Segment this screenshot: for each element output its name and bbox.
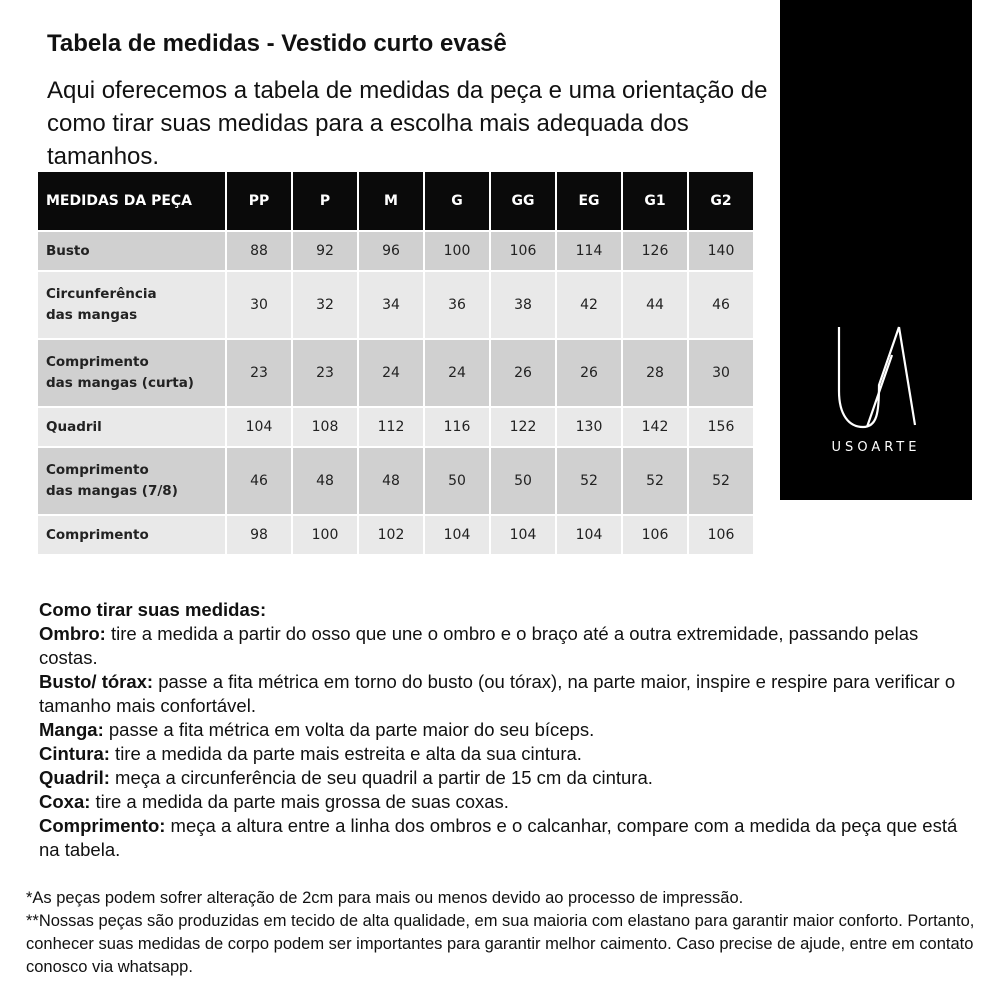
size-header: M [359, 172, 423, 230]
table-header-row [38, 172, 753, 230]
row-label [38, 516, 225, 554]
guide-item [39, 790, 969, 814]
row-label-line: Comprimento [46, 526, 149, 543]
table-cell: 96 [359, 232, 423, 270]
size-header: GG [491, 172, 555, 230]
footnote: *As peças podem sofrer alteração de 2cm para mais ou menos devido ao processo de impressão. [26, 889, 744, 907]
usoarte-logo-icon [835, 325, 917, 431]
row-label [38, 340, 225, 406]
table-cell: 46 [689, 272, 753, 338]
footnotes [26, 887, 976, 979]
row-label-line: Circunferência [46, 286, 157, 302]
table-cell: 52 [689, 448, 753, 514]
table-cell: 100 [293, 516, 357, 554]
size-header: PP [227, 172, 291, 230]
guide-item [39, 622, 969, 670]
table-cell: 24 [359, 340, 423, 406]
size-header: P [293, 172, 357, 230]
table-cell: 44 [623, 272, 687, 338]
table-cell: 104 [227, 408, 291, 446]
guide-term: Ombro: [39, 623, 106, 644]
table-cell: 142 [623, 408, 687, 446]
row-label-line: Quadril [46, 418, 102, 435]
guide-term: Manga: [39, 719, 104, 740]
table-cell: 50 [425, 448, 489, 514]
table-cell: 32 [293, 272, 357, 338]
table-body [38, 232, 753, 554]
page-title: Tabela de medidas - Vestido curto evasê [47, 30, 507, 57]
guide-heading: Como tirar suas medidas: [39, 599, 267, 620]
table-row [38, 448, 753, 514]
table-cell: 102 [359, 516, 423, 554]
table-cell: 92 [293, 232, 357, 270]
guide-item [39, 814, 969, 862]
guide-text: tire a medida da parte mais estreita e alta da sua cintura. [109, 743, 582, 764]
table-cell: 30 [227, 272, 291, 338]
guide-list [39, 622, 969, 862]
guide-item [39, 718, 969, 742]
table-row [38, 516, 753, 554]
table-cell: 104 [425, 516, 489, 554]
guide-term: Busto/ tórax: [39, 671, 154, 692]
row-label-line: das mangas (curta) [46, 375, 194, 391]
table-cell: 24 [425, 340, 489, 406]
table-cell: 23 [227, 340, 291, 406]
table-cell: 34 [359, 272, 423, 338]
guide-term: Coxa: [39, 791, 91, 812]
guide-term: Comprimento: [39, 815, 166, 836]
size-header: G [425, 172, 489, 230]
brand-name: USOARTE [831, 440, 921, 455]
guide-text: passe a fita métrica em volta da parte maior do seu bíceps. [103, 719, 595, 740]
row-label [38, 232, 225, 270]
table-cell: 116 [425, 408, 489, 446]
table-cell: 26 [491, 340, 555, 406]
table-cell: 104 [557, 516, 621, 554]
header-label: MEDIDAS DA PEÇA [38, 172, 225, 230]
table-cell: 28 [623, 340, 687, 406]
row-label-line: Comprimento [46, 354, 149, 370]
table-row [38, 272, 753, 338]
table-cell: 122 [491, 408, 555, 446]
table-cell: 38 [491, 272, 555, 338]
guide-item [39, 742, 969, 766]
table-cell: 108 [293, 408, 357, 446]
table-cell: 36 [425, 272, 489, 338]
table-cell: 42 [557, 272, 621, 338]
table-cell: 156 [689, 408, 753, 446]
guide-term: Cintura: [39, 743, 110, 764]
intro-text: Aqui oferecemos a tabela de medidas da peça e uma orientação de como tirar suas medidas para a escolha mais adequada dos tamanhos. [47, 77, 768, 170]
row-label [38, 272, 225, 338]
table-cell: 52 [623, 448, 687, 514]
guide-text: tire a medida a partir do osso que une o ombro e o braço até a outra extremidade, passando pelas costas. [39, 623, 919, 668]
guide-item [39, 670, 969, 718]
table-cell: 98 [227, 516, 291, 554]
table-cell: 23 [293, 340, 357, 406]
row-label-line: Comprimento [46, 462, 149, 478]
table-cell: 130 [557, 408, 621, 446]
table-cell: 50 [491, 448, 555, 514]
table-cell: 100 [425, 232, 489, 270]
row-label [38, 448, 225, 514]
table-cell: 46 [227, 448, 291, 514]
table-cell: 48 [359, 448, 423, 514]
table-cell: 112 [359, 408, 423, 446]
footnote: **Nossas peças são produzidas em tecido de alta qualidade, em sua maioria com elastano para garantir maior conforto. Portanto, conhecer suas medidas de corpo podem ser importantes para garantir melhor caimento. Caso precise de ajude, entre em contato conosco via whatsapp. [26, 912, 975, 976]
size-header: G1 [623, 172, 687, 230]
table-cell: 106 [491, 232, 555, 270]
table-cell: 104 [491, 516, 555, 554]
table-cell: 30 [689, 340, 753, 406]
row-label-line: Busto [46, 242, 90, 259]
size-header: G2 [689, 172, 753, 230]
row-label-line: das mangas [46, 307, 138, 323]
table-cell: 140 [689, 232, 753, 270]
table-cell: 106 [689, 516, 753, 554]
table-cell: 48 [293, 448, 357, 514]
measurement-guide [39, 598, 969, 862]
guide-text: meça a circunferência de seu quadril a partir de 15 cm da cintura. [109, 767, 653, 788]
guide-text: meça a altura entre a linha dos ombros e o calcanhar, compare com a medida da peça que está na tabela. [39, 815, 958, 860]
brand-logo-panel [780, 0, 972, 500]
table-cell: 52 [557, 448, 621, 514]
guide-text: tire a medida da parte mais grossa de suas coxas. [90, 791, 509, 812]
table-cell: 26 [557, 340, 621, 406]
row-label-line: das mangas (7/8) [46, 483, 178, 499]
guide-term: Quadril: [39, 767, 110, 788]
table-cell: 106 [623, 516, 687, 554]
size-table [36, 170, 755, 556]
guide-item [39, 766, 969, 790]
table-row [38, 408, 753, 446]
row-label [38, 408, 225, 446]
table-cell: 88 [227, 232, 291, 270]
size-header: EG [557, 172, 621, 230]
table-row [38, 340, 753, 406]
guide-text: passe a fita métrica em torno do busto (ou tórax), na parte maior, inspire e respire para verificar o tamanho mais confortável. [39, 671, 956, 716]
table-cell: 114 [557, 232, 621, 270]
table-cell: 126 [623, 232, 687, 270]
table-row [38, 232, 753, 270]
